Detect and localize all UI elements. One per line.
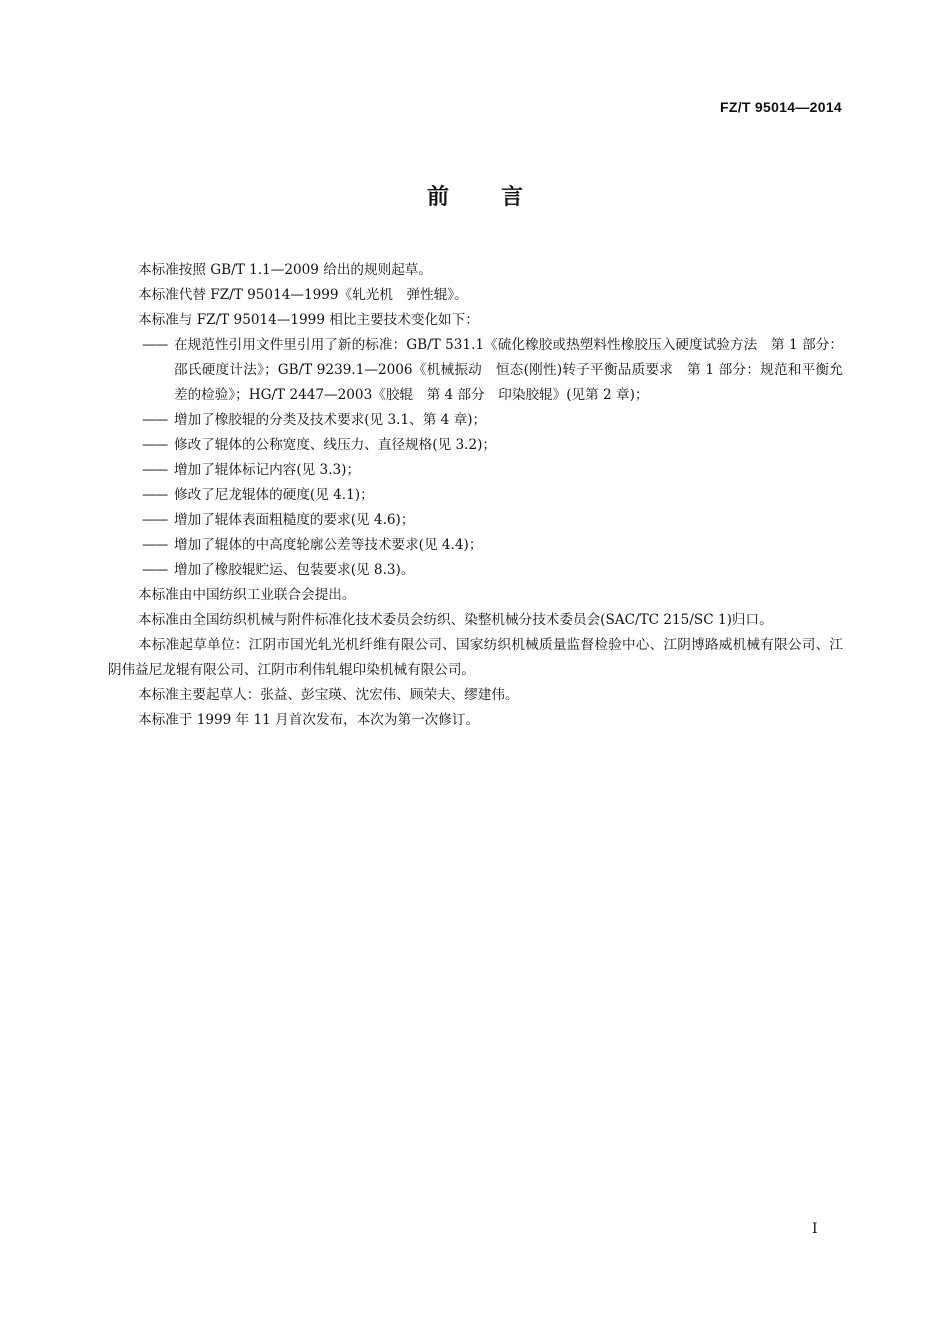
dash-marker: —— [142,512,168,528]
foreword-body [108,258,843,733]
paragraph: 本标准按照 GB/T 1.1—2009 给出的规则起草。 [138,262,432,278]
page-title [0,180,950,211]
change-item [108,333,843,408]
paragraph: 本标准由中国纺织工业联合会提出。 [138,587,356,603]
paragraph: 本标准与 FZ/T 95014—1999 相比主要技术变化如下： [138,312,479,328]
standard-code: FZ/T 95014—2014 [719,99,842,115]
change-item [108,558,843,583]
change-text: 增加了辊体表面粗糙度的要求(见 4.6)； [174,512,415,528]
change-text: 修改了尼龙辊体的硬度(见 4.1)； [174,487,374,503]
paragraph: 本标准由全国纺织机械与附件标准化技术委员会纺织、染整机械分技术委员会(SAC/TC 215/SC 1)归口。 [138,612,773,628]
title-char-2: 言 [501,185,524,210]
change-text: 增加了橡胶辊贮运、包装要求(见 8.3)。 [174,562,415,578]
paragraph: 本标准起草单位：江阴市国光轧光机纤维有限公司、国家纺织机械质量监督检验中心、江阴博路威机械有限公司、江阴伟益尼龙辊有限公司、江阴市利伟轧辊印染机械有限公司。 [108,637,843,678]
dash-marker: —— [142,462,168,478]
dash-marker: —— [142,562,168,578]
change-item [108,533,843,558]
change-text: 修改了辊体的公称宽度、线压力、直径规格(见 3.2)； [174,437,497,453]
dash-marker: —— [142,337,168,353]
change-item [108,433,843,458]
change-item [108,458,843,483]
change-item [108,483,843,508]
dash-marker: —— [142,537,168,553]
paragraph: 本标准主要起草人：张益、彭宝瑛、沈宏伟、顾荣夫、缪建伟。 [138,687,519,703]
dash-marker: —— [142,412,168,428]
page-number: I [812,1221,818,1237]
change-text: 增加了辊体标记内容(见 3.3)； [174,462,361,478]
change-text: 增加了辊体的中高度轮廓公差等技术要求(见 4.4)； [174,537,483,553]
change-item [108,508,843,533]
paragraph: 本标准于 1999 年 11 月首次发布，本次为第一次修订。 [138,712,480,728]
dash-marker: —— [142,487,168,503]
change-text: 在规范性引用文件里引用了新的标准：GB/T 531.1《硫化橡胶或热塑料性橡胶压入硬度试验方法 第 1 部分：邵氏硬度计法》；GB/T 9239.1—2006《机械振动 恒态(刚性)转子平衡品质要求 第 1 部分：规范和平衡允差的检验》；HG/T 2447—2003《胶辊 第 4 部分 印染胶辊》(见第 2 章)； [174,337,843,403]
change-text: 增加了橡胶辊的分类及技术要求(见 3.1、第 4 章)； [174,412,487,428]
paragraph: 本标准代替 FZ/T 95014—1999《轧光机 弹性辊》。 [138,287,468,303]
title-char-1: 前 [426,185,449,210]
change-item [108,408,843,433]
dash-marker: —— [142,437,168,453]
